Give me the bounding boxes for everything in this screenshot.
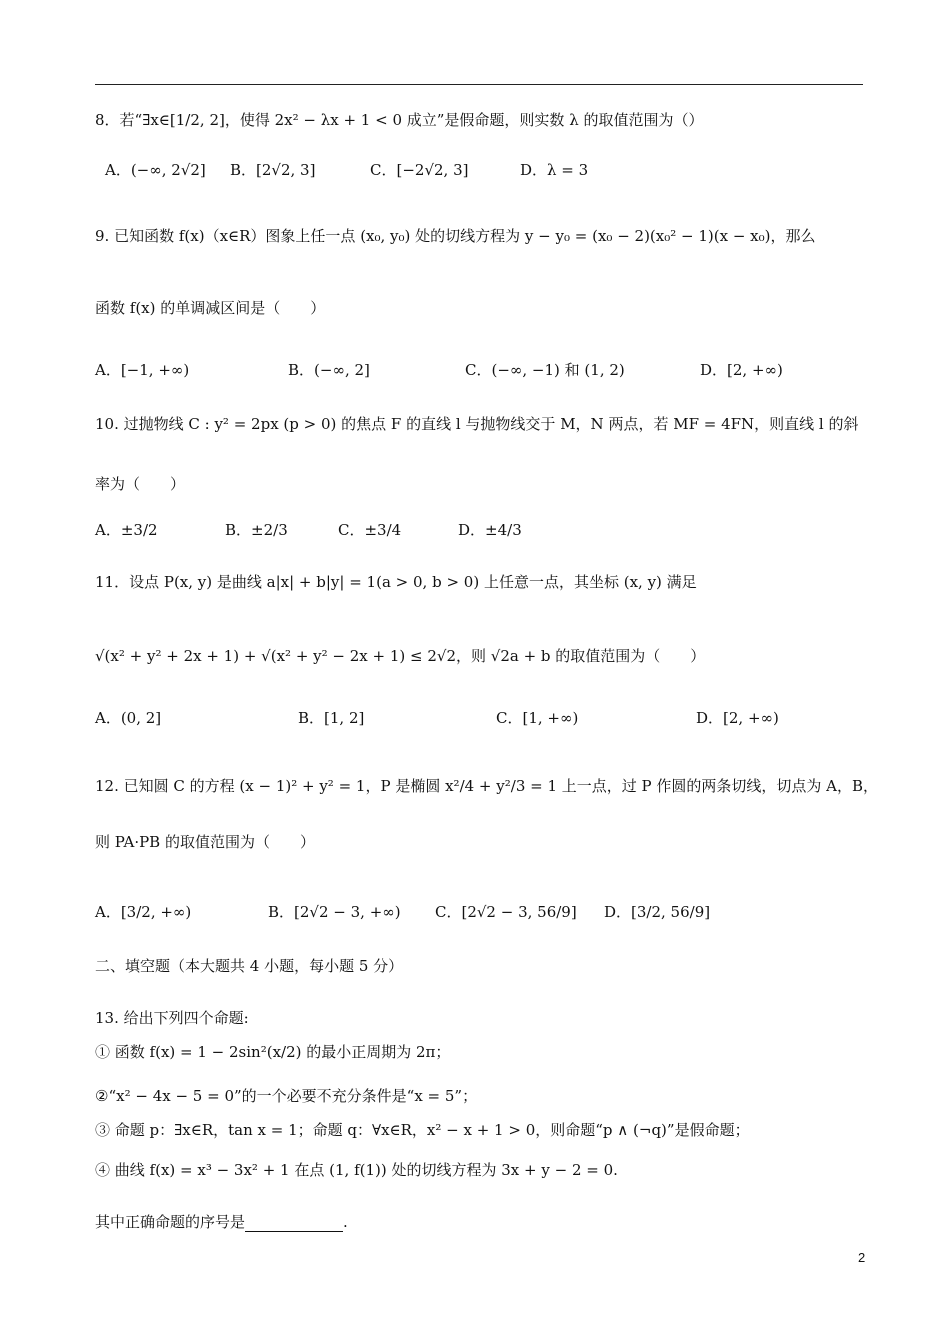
q8-option-a: A．(−∞, 2√2]	[105, 161, 206, 179]
q9-stem-line1: 9. 已知函数 f(x)（x∈R）图象上任一点 (x₀, y₀) 处的切线方程为 y − y₀ = (x₀ − 2)(x₀² − 1)(x − x₀)，那么	[95, 227, 816, 245]
q13-stem: 13. 给出下列四个命题:	[95, 1009, 249, 1027]
q13-item-3: ③ 命题 p：∃x∈R，tan x = 1；命题 q：∀x∈R，x² − x + 1 > 0，则命题“p ∧ (¬q)”是假命题；	[95, 1121, 750, 1139]
q8-option-d: D．λ = 3	[520, 161, 589, 179]
q12-option-a: A．[3/2, +∞)	[95, 903, 192, 921]
q10-option-a: A．±3/2	[95, 521, 158, 539]
q11-stem-line2: √(x² + y² + 2x + 1) + √(x² + y² − 2x + 1) ≤ 2√2，则 √2a + b 的取值范围为（ ）	[95, 647, 706, 665]
q9-option-d: D．[2, +∞)	[700, 361, 783, 379]
q12-option-c: C．[2√2 − 3, 56/9]	[435, 903, 577, 921]
q10-stem-line1: 10. 过抛物线 C : y² = 2px (p > 0) 的焦点 F 的直线 l 与抛物线交于 M，N 两点，若 MF = 4FN，则直线 l 的斜	[95, 415, 859, 433]
q13-item-2: ②“x² − 4x − 5 = 0”的一个必要不充分条件是“x = 5”；	[95, 1087, 478, 1105]
q11-option-d: D．[2, +∞)	[696, 709, 779, 727]
q11-stem-line1: 11．设点 P(x, y) 是曲线 a|x| + b|y| = 1(a > 0, b > 0) 上任意一点，其坐标 (x, y) 满足	[95, 573, 697, 591]
q9-option-c: C．(−∞, −1) 和 (1, 2)	[465, 361, 625, 379]
q8-option-c: C．[−2√2, 3]	[370, 161, 469, 179]
q13-item-4: ④ 曲线 f(x) = x³ − 3x² + 1 在点 (1, f(1)) 处的切线方程为 3x + y − 2 = 0.	[95, 1161, 618, 1179]
q9-stem-line2: 函数 f(x) 的单调减区间是（ ）	[95, 299, 326, 317]
q13-answer-prefix: 其中正确命题的序号是	[95, 1213, 246, 1231]
q10-option-b: B．±2/3	[225, 521, 288, 539]
q12-option-d: D．[3/2, 56/9]	[604, 903, 711, 921]
q9-option-b: B．(−∞, 2]	[288, 361, 370, 379]
q13-answer-line	[95, 1212, 348, 1232]
q11-option-b: B．[1, 2]	[298, 709, 365, 727]
q12-stem-line1: 12. 已知圆 C 的方程 (x − 1)² + y² = 1，P 是椭圆 x²/4 + y²/3 = 1 上一点，过 P 作圆的两条切线，切点为 A，B，	[95, 777, 879, 795]
header-rule	[95, 84, 863, 85]
q11-option-c: C．[1, +∞)	[496, 709, 579, 727]
q12-option-b: B．[2√2 − 3, +∞)	[268, 903, 401, 921]
q9-option-a: A．[−1, +∞)	[95, 361, 190, 379]
q12-stem-line2: 则 PA·PB 的取值范围为（ ）	[95, 833, 315, 851]
q13-answer-suffix: .	[343, 1213, 348, 1231]
q10-stem-line2: 率为（ ）	[95, 475, 186, 493]
q11-option-a: A．(0, 2]	[95, 709, 162, 727]
q8-option-b: B．[2√2, 3]	[230, 161, 316, 179]
q8-stem: 8．若“∃x∈[1/2, 2]，使得 2x² − λx + 1 < 0 成立”是假命题，则实数 λ 的取值范围为（）	[95, 111, 704, 129]
q13-item-1: ① 函数 f(x) = 1 − 2sin²(x/2) 的最小正周期为 2π；	[95, 1043, 451, 1061]
section-title-fill-in: 二、填空题（本大题共 4 小题，每小题 5 分）	[95, 957, 404, 975]
q13-answer-blank[interactable]	[245, 1215, 343, 1232]
page-number: 2	[858, 1250, 866, 1265]
q10-option-c: C．±3/4	[338, 521, 402, 539]
q10-option-d: D．±4/3	[458, 521, 522, 539]
